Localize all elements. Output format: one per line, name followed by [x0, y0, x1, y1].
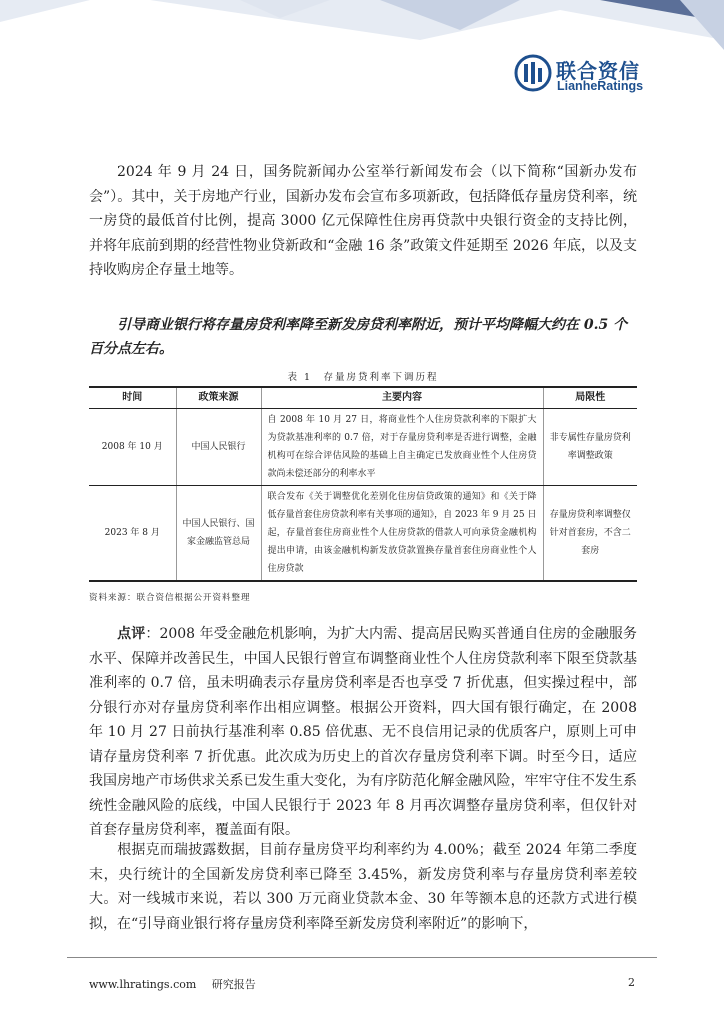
last-paragraph [89, 838, 637, 936]
comment-paragraph [89, 622, 637, 843]
table-title: 表 1 存量房贷利率下调历程 [287, 372, 439, 383]
page-footer [89, 976, 268, 992]
logo-name-en: LianheRatings [557, 79, 644, 93]
table-header-row [89, 387, 637, 409]
page-number: 2 [628, 976, 635, 989]
highlight-statement [89, 313, 637, 361]
cell-time: 2023 年 8 月 [89, 486, 176, 582]
logo-name-cn: 联合资信 [556, 59, 640, 83]
intro-paragraph-text: 2024 年 9 月 24 日，国务院新闻办公室举行新闻发布会（以下简称“国新办发布会”）。其中，关于房地产行业，国新办发布会宣布多项新政，包括降低存量房贷利率，统一房贷的最低首付比例，提高 3000 亿元保障性住房再贷款中央银行资金的支持比例，并将年底前到期的经营性物业贷新政和“金融 16 条”政策文件延期至 2026 年底，以及支持收购房企存量土地等。 [89, 164, 637, 278]
comment-label: 点评 [117, 626, 146, 642]
table-row [89, 486, 637, 582]
cell-source: 中国人民银行 [176, 409, 261, 486]
cell-source: 中国人民银行、国家金融监管总局 [176, 486, 261, 582]
header-content: 主要内容 [261, 387, 543, 409]
cell-time: 2008 年 10 月 [89, 409, 176, 486]
header-limit: 局限性 [543, 387, 637, 409]
rate-history-table [89, 386, 637, 582]
cell-content: 自 2008 年 10 月 27 日，将商业性个人住房贷款利率的下限扩大为贷款基准利率的 0.7 倍，对于存量房贷利率是否进行调整，金融机构可在综合评估风险的基础上自主确定已发放商业性个人住房贷款尚未偿还部分的利率水平 [261, 409, 543, 486]
header-source: 政策来源 [176, 387, 261, 409]
footer-website: www.lhratings.com [89, 978, 197, 991]
header-decoration [0, 0, 724, 60]
cell-content: 联合发布《关于调整优化差别化住房信贷政策的通知》和《关于降低存量首套住房贷款利率有关事项的通知》，自 2023 年 9 月 25 日起，存量首套住房商业性个人住房贷款的借款人可向承贷金融机构提出申请，由该金融机构新发放贷款置换存量首套住房商业性个人住房贷款 [261, 486, 543, 582]
company-logo [514, 54, 644, 96]
header-time: 时间 [89, 387, 176, 409]
table-source-note: 资料来源：联合资信根据公开资料整理 [89, 593, 251, 603]
last-paragraph-text: 根据克而瑞披露数据，目前存量房贷平均利率约为 4.00%；截至 2024 年第二季度末，央行统计的全国新发房贷利率已降至 3.45%，新发房贷利率与存量房贷利率差较大。对一线城市来说，若以 300 万元商业贷款本金、30 年等额本息的还款方式进行模拟，在“引导商业银行将存量房贷利率降至新发房贷利率附近”的影响下， [89, 842, 637, 932]
comment-text: ：2008 年受金融危机影响，为扩大内需、提高居民购买普通自住房的金融服务水平、保障并改善民生，中国人民银行曾宣布调整商业性个人住房贷款利率下限至贷款基准利率的 0.7 倍，虽未明确表示存量房贷利率是否也享受 7 折优惠，但实操过程中，部分银行亦对存量房贷利率作出相应调整。根据公开资料，四大国有银行确定，在 2008 年 10 月 27 日前执行基准利率 0.85 倍优惠、无不良信用记录的优质客户，原则上可申请存量房贷利率 7 折优惠。此次成为历史上的首次存量房贷利率下调。时至今日，适应我国房地产市场供求关系已发生重大变化，为有序防范化解金融风险，牢牢守住不发生系统性金融风险的底线，中国人民银行于 2023 年 8 月再次调整存量房贷利率，但仅针对首套存量房贷利率，覆盖面有限。 [89, 626, 638, 838]
cell-limit: 非专属性存量房贷利率调整政策 [543, 409, 637, 486]
intro-paragraph [89, 160, 637, 283]
cell-limit: 存量房贷利率调整仅针对首套房，不含二套房 [543, 486, 637, 582]
highlight-text: 引导商业银行将存量房贷利率降至新发房贷利率附近，预计平均降幅大约在 0.5 个百分点左右。 [89, 317, 628, 357]
footer-report-type: 研究报告 [211, 978, 256, 991]
lianhe-logo-icon [514, 54, 552, 92]
footer-divider [67, 957, 657, 958]
table-row [89, 409, 637, 486]
